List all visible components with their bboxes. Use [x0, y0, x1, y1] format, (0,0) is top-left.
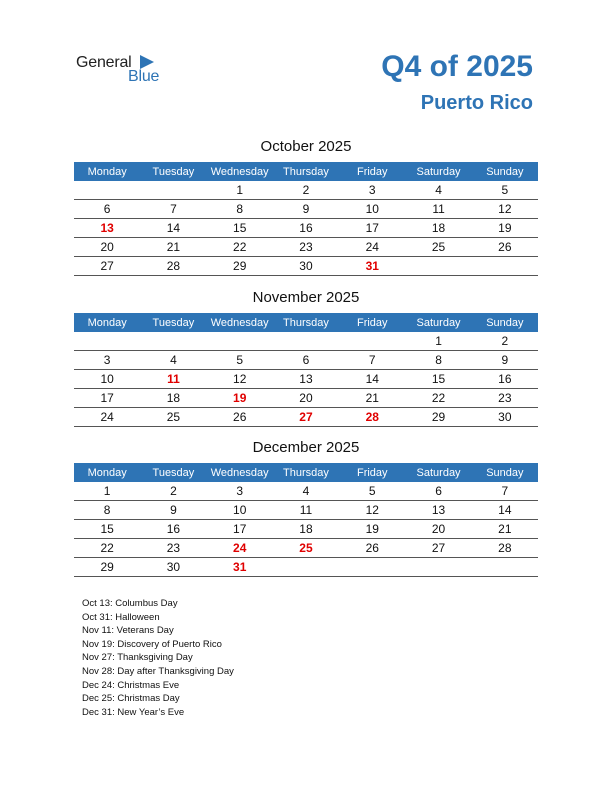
week-row	[74, 219, 538, 238]
month-november	[74, 289, 538, 427]
day-cell: 22	[405, 389, 471, 408]
day-cell: 23	[273, 238, 339, 257]
holiday-note: Dec 24: Christmas Eve	[82, 679, 180, 691]
day-cell: 24	[74, 408, 140, 427]
day-cell: 5	[472, 181, 538, 200]
day-cell: 13	[74, 219, 140, 238]
day-cell: 9	[273, 200, 339, 219]
day-cell: 28	[472, 539, 538, 558]
day-cell: 10	[74, 370, 140, 389]
day-cell: 27	[273, 408, 339, 427]
day-cell: 2	[273, 181, 339, 200]
day-cell: 26	[472, 238, 538, 257]
day-cell: 6	[405, 482, 471, 501]
holiday-note: Dec 31: New Year’s Eve	[82, 706, 185, 718]
day-cell: 3	[207, 482, 273, 501]
day-cell: 7	[140, 200, 206, 219]
holiday-note: Oct 13: Columbus Day	[82, 598, 178, 609]
weekday-header: Saturday	[405, 162, 471, 181]
day-cell: 27	[74, 257, 140, 276]
day-cell: 1	[207, 181, 273, 200]
day-cell: 14	[472, 501, 538, 520]
day-cell: 12	[207, 370, 273, 389]
day-cell: 23	[472, 389, 538, 408]
holiday-note: Nov 11: Veterans Day	[82, 625, 174, 637]
day-cell: 22	[74, 539, 140, 558]
weekday-header: Monday	[74, 463, 140, 482]
day-cell: 28	[140, 257, 206, 276]
weekday-header: Tuesday	[140, 463, 206, 482]
day-cell: 3	[74, 351, 140, 370]
weekday-header-row	[74, 313, 538, 332]
weekday-header: Tuesday	[140, 313, 206, 332]
weekday-header: Thursday	[273, 162, 339, 181]
day-cell: 8	[207, 200, 273, 219]
day-cell: 14	[140, 219, 206, 238]
day-cell: 21	[339, 389, 405, 408]
day-cell: 3	[339, 181, 405, 200]
weekday-header: Sunday	[472, 313, 538, 332]
holiday-note: Nov 27: Thanksgiving Day	[82, 652, 193, 664]
weekday-header: Sunday	[472, 162, 538, 181]
month-october	[74, 138, 538, 276]
empty-day-cell	[273, 332, 339, 351]
empty-day-cell	[140, 181, 206, 200]
weekday-header-row	[74, 162, 538, 181]
day-cell: 5	[339, 482, 405, 501]
day-cell: 24	[339, 238, 405, 257]
day-cell: 19	[339, 520, 405, 539]
day-cell: 23	[140, 539, 206, 558]
day-cell: 13	[405, 501, 471, 520]
day-cell: 31	[207, 558, 273, 577]
day-cell: 31	[339, 257, 405, 276]
day-cell: 7	[339, 351, 405, 370]
week-row	[74, 351, 538, 370]
day-cell: 24	[207, 539, 273, 558]
day-cell: 19	[207, 389, 273, 408]
calendar-table	[74, 463, 538, 577]
day-cell: 18	[405, 219, 471, 238]
day-cell: 17	[74, 389, 140, 408]
week-row	[74, 408, 538, 427]
day-cell: 15	[405, 370, 471, 389]
day-cell: 11	[140, 370, 206, 389]
day-cell: 16	[140, 520, 206, 539]
week-row	[74, 539, 538, 558]
day-cell: 9	[472, 351, 538, 370]
weekday-header: Friday	[339, 313, 405, 332]
empty-day-cell	[74, 332, 140, 351]
weekday-header: Wednesday	[207, 463, 273, 482]
month-title: October 2025	[260, 138, 352, 155]
empty-day-cell	[273, 558, 339, 577]
weekday-header: Wednesday	[207, 313, 273, 332]
week-row	[74, 200, 538, 219]
week-row	[74, 257, 538, 276]
day-cell: 21	[140, 238, 206, 257]
day-cell: 15	[74, 520, 140, 539]
day-cell: 5	[207, 351, 273, 370]
day-cell: 16	[472, 370, 538, 389]
day-cell: 21	[472, 520, 538, 539]
day-cell: 2	[472, 332, 538, 351]
day-cell: 10	[339, 200, 405, 219]
weekday-header: Saturday	[405, 313, 471, 332]
week-row	[74, 558, 538, 577]
day-cell: 4	[140, 351, 206, 370]
week-row	[74, 332, 538, 351]
day-cell: 12	[339, 501, 405, 520]
weekday-header: Friday	[339, 162, 405, 181]
day-cell: 6	[74, 200, 140, 219]
day-cell: 2	[140, 482, 206, 501]
day-cell: 30	[140, 558, 206, 577]
day-cell: 27	[405, 539, 471, 558]
day-cell: 7	[472, 482, 538, 501]
empty-day-cell	[405, 257, 471, 276]
generalblue-logo	[76, 54, 176, 88]
empty-day-cell	[472, 558, 538, 577]
week-row	[74, 482, 538, 501]
day-cell: 11	[273, 501, 339, 520]
day-cell: 29	[74, 558, 140, 577]
calendar-table	[74, 313, 538, 427]
day-cell: 11	[405, 200, 471, 219]
weekday-header: Monday	[74, 313, 140, 332]
weekday-header: Thursday	[273, 463, 339, 482]
day-cell: 18	[140, 389, 206, 408]
week-row	[74, 181, 538, 200]
page-title: Q4 of 2025	[381, 50, 533, 83]
weekday-header: Friday	[339, 463, 405, 482]
logo-general-text: General	[76, 54, 132, 71]
day-cell: 25	[405, 238, 471, 257]
day-cell: 10	[207, 501, 273, 520]
day-cell: 20	[405, 520, 471, 539]
empty-day-cell	[339, 558, 405, 577]
day-cell: 17	[339, 219, 405, 238]
holiday-note: Nov 19: Discovery of Puerto Rico	[82, 638, 222, 650]
holiday-note: Nov 28: Day after Thanksgiving Day	[82, 665, 234, 677]
empty-day-cell	[207, 332, 273, 351]
month-december	[74, 439, 538, 577]
day-cell: 29	[405, 408, 471, 427]
day-cell: 25	[140, 408, 206, 427]
day-cell: 1	[74, 482, 140, 501]
calendar-table	[74, 162, 538, 276]
region-title: Puerto Rico	[420, 92, 533, 114]
day-cell: 4	[405, 181, 471, 200]
day-cell: 22	[207, 238, 273, 257]
empty-day-cell	[472, 257, 538, 276]
day-cell: 26	[339, 539, 405, 558]
day-cell: 12	[472, 200, 538, 219]
weekday-header: Wednesday	[207, 162, 273, 181]
holiday-notes	[82, 597, 234, 719]
weekday-header: Sunday	[472, 463, 538, 482]
day-cell: 8	[405, 351, 471, 370]
day-cell: 14	[339, 370, 405, 389]
day-cell: 28	[339, 408, 405, 427]
day-cell: 30	[273, 257, 339, 276]
day-cell: 13	[273, 370, 339, 389]
day-cell: 20	[273, 389, 339, 408]
day-cell: 30	[472, 408, 538, 427]
day-cell: 4	[273, 482, 339, 501]
day-cell: 19	[472, 219, 538, 238]
week-row	[74, 389, 538, 408]
day-cell: 25	[273, 539, 339, 558]
empty-day-cell	[405, 558, 471, 577]
empty-day-cell	[339, 332, 405, 351]
logo-blue-text: Blue	[128, 68, 160, 85]
weekday-header: Monday	[74, 162, 140, 181]
weekday-header: Saturday	[405, 463, 471, 482]
day-cell: 20	[74, 238, 140, 257]
day-cell: 15	[207, 219, 273, 238]
logo-triangle-icon	[140, 55, 154, 69]
day-cell: 26	[207, 408, 273, 427]
day-cell: 18	[273, 520, 339, 539]
month-title: December 2025	[252, 439, 360, 456]
weekday-header-row	[74, 463, 538, 482]
empty-day-cell	[74, 181, 140, 200]
week-row	[74, 238, 538, 257]
day-cell: 6	[273, 351, 339, 370]
empty-day-cell	[140, 332, 206, 351]
day-cell: 1	[405, 332, 471, 351]
week-row	[74, 501, 538, 520]
week-row	[74, 370, 538, 389]
week-row	[74, 520, 538, 539]
day-cell: 17	[207, 520, 273, 539]
holiday-note: Oct 31: Halloween	[82, 611, 160, 623]
weekday-header: Tuesday	[140, 162, 206, 181]
day-cell: 8	[74, 501, 140, 520]
weekday-header: Thursday	[273, 313, 339, 332]
day-cell: 29	[207, 257, 273, 276]
month-title: November 2025	[252, 289, 360, 306]
day-cell: 9	[140, 501, 206, 520]
holiday-note: Dec 25: Christmas Day	[82, 693, 180, 705]
day-cell: 16	[273, 219, 339, 238]
